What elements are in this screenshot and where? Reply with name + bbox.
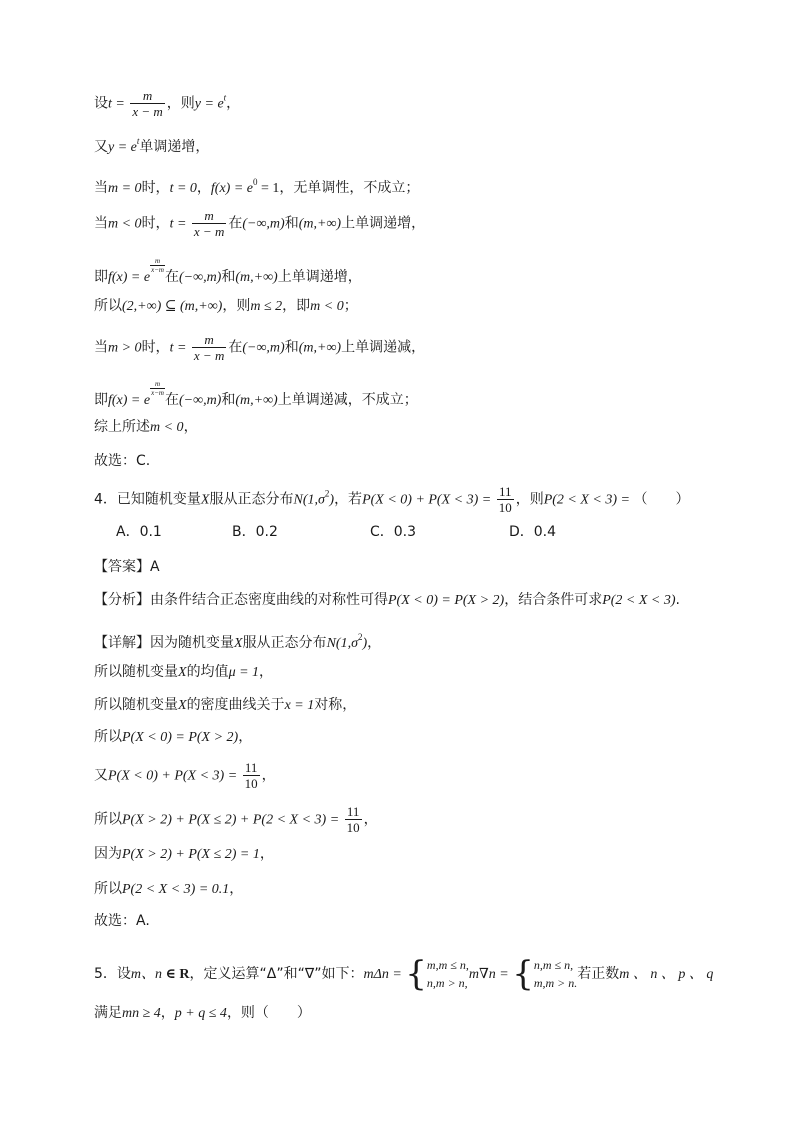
text: 因为 <box>94 846 122 862</box>
fraction <box>497 484 514 515</box>
text: 因为随机变量 <box>150 635 234 651</box>
solution-line-6 <box>94 297 358 316</box>
math-t: t = <box>108 96 129 112</box>
text: ，若 <box>334 491 363 508</box>
text: 又 <box>94 767 108 784</box>
text: ，结合条件可求 <box>504 592 603 608</box>
piecewise-delta <box>405 956 469 992</box>
option-b <box>232 523 278 541</box>
analysis-line <box>94 591 680 610</box>
text: 当 <box>94 180 108 196</box>
detail-step-1 <box>94 663 273 682</box>
text: 时， <box>141 180 170 196</box>
fraction-numerator: m <box>192 208 226 224</box>
text: 对称， <box>314 697 357 713</box>
text: ，定义运算“Δ”和“∇”如下： <box>189 966 364 982</box>
fraction-denominator: 10 <box>498 500 512 515</box>
detail-step-4 <box>94 760 276 791</box>
text: ， <box>226 95 241 112</box>
math: m 、 n 、 p 、 q <box>619 967 714 982</box>
fraction-denominator: x − m <box>132 104 163 119</box>
solution-line-2 <box>94 132 209 157</box>
text: 即 <box>94 269 108 285</box>
math-y: y = e <box>194 96 224 112</box>
fraction-numerator: m <box>192 332 226 348</box>
solution-line-5 <box>94 257 362 287</box>
text: ； <box>343 298 358 314</box>
text: ， <box>238 729 253 745</box>
detail-line <box>94 628 381 653</box>
math: m∇n = <box>468 967 513 982</box>
detail-tag: 【详解】 <box>94 635 150 651</box>
text: ， <box>160 1005 175 1021</box>
conclusion: 故选：C. <box>94 453 151 469</box>
math: m = 0 <box>108 181 142 196</box>
math: t = <box>169 340 190 356</box>
math: X <box>234 636 243 651</box>
interval: (m,+∞) <box>298 340 342 356</box>
math: ∈ R <box>162 967 190 982</box>
solution-line-9 <box>94 418 198 437</box>
fraction-denominator: 10 <box>346 820 360 835</box>
question-5-line-2 <box>94 1004 311 1023</box>
detail-step-6 <box>94 845 274 864</box>
answer-tag: 【答案】 <box>94 559 150 575</box>
math: m > 0 <box>108 340 142 356</box>
text: 所以 <box>94 729 122 745</box>
option-d <box>509 523 556 541</box>
text: ，则（ ） <box>226 1005 311 1021</box>
text: 时， <box>141 215 170 232</box>
interval: (m,+∞) <box>298 216 342 232</box>
math: X <box>200 492 210 508</box>
math: mn ≥ 4 <box>122 1006 161 1021</box>
fraction <box>243 760 260 791</box>
text: 上单调递增， <box>277 269 362 285</box>
math: P(X < 0) = P(X > 2) <box>122 730 239 745</box>
text: ，则 <box>166 95 195 112</box>
detail-step-3 <box>94 728 252 747</box>
superscript: 0 <box>253 177 258 187</box>
math: P(2 < X < 3) = <box>543 492 634 508</box>
solution-line-8 <box>94 380 418 410</box>
math: m < 0 <box>310 299 344 314</box>
text: 4．已知随机变量 <box>94 491 201 508</box>
text: 所以 <box>94 881 122 897</box>
math: m < 0 <box>108 216 142 232</box>
fraction <box>192 332 226 363</box>
text: 的均值 <box>186 664 229 680</box>
fraction <box>345 804 362 835</box>
math: P(2 < X < 3) <box>602 593 676 608</box>
text: ， <box>183 419 198 435</box>
text: ， <box>259 664 274 680</box>
text: 所以 <box>94 811 122 828</box>
option-label: B．0.2 <box>232 524 278 540</box>
text: 服从正态分布 <box>209 491 294 508</box>
option-c <box>370 523 416 541</box>
math: f(x) = e <box>108 270 151 285</box>
text: 时， <box>141 339 170 356</box>
math: X <box>178 665 187 680</box>
math: f(x) = e <box>210 181 253 196</box>
superscript: t <box>136 136 140 146</box>
option-a <box>116 523 162 541</box>
math: X <box>178 698 187 713</box>
text: 上单调递减， <box>341 339 426 356</box>
cases <box>427 956 469 992</box>
text: ， <box>259 846 274 862</box>
text: 在 <box>164 269 179 285</box>
math: m ≤ 2 <box>250 299 283 314</box>
superscript: t <box>223 92 227 103</box>
exponent-fraction <box>150 380 165 397</box>
math: t = <box>169 216 190 232</box>
brace-glyph: { <box>512 954 534 994</box>
detail-step-5 <box>94 804 378 835</box>
text: ，则 <box>515 491 544 508</box>
math: (2,+∞) ⊆ (m,+∞) <box>122 299 223 314</box>
text: ， <box>367 635 382 651</box>
question-4-stem <box>94 484 690 515</box>
interval: (m,+∞) <box>235 393 278 408</box>
math: t = 0 <box>169 181 197 196</box>
text: 和 <box>284 339 299 356</box>
superscript: 2 <box>357 632 363 642</box>
cases <box>534 956 577 992</box>
detail-step-7 <box>94 880 243 899</box>
solution-line-4 <box>94 208 425 239</box>
interval: (m,+∞) <box>235 270 278 285</box>
math: = 1 <box>257 181 280 196</box>
question-5-stem <box>94 956 713 992</box>
text: 由条件结合正态密度曲线的对称性可得 <box>150 592 388 608</box>
exponent-fraction <box>150 257 165 274</box>
case-1: m,m ≤ n, <box>426 958 469 972</box>
fraction-denominator: x − m <box>193 348 225 363</box>
text: 和 <box>221 269 236 285</box>
answer-line <box>94 558 160 576</box>
text: 在 <box>228 215 243 232</box>
text: ， <box>229 881 244 897</box>
math: P(X > 2) + P(X ≤ 2) = 1 <box>122 847 260 862</box>
fraction-numerator: 11 <box>497 484 514 500</box>
text: ，无单调性，不成立； <box>279 180 420 196</box>
math: m < 0 <box>150 420 184 435</box>
exponent-numerator: m <box>150 380 165 389</box>
math: P(X < 0) + P(X < 3) = <box>362 492 495 508</box>
case-2: m,m > n. <box>533 976 578 990</box>
interval: (−∞,m) <box>242 216 285 232</box>
math: ) <box>362 636 368 651</box>
math: mΔn = <box>363 967 406 982</box>
math: N(1,σ <box>293 492 325 508</box>
text: 所以随机变量 <box>94 697 178 713</box>
math: P(X > 2) + P(X ≤ 2) + P(2 < X < 3) = <box>122 812 343 828</box>
interval: (−∞,m) <box>178 393 222 408</box>
math: μ = 1 <box>228 665 260 680</box>
text: 在 <box>164 392 179 408</box>
math: x = 1 <box>284 698 315 713</box>
answer-value: A <box>150 559 160 575</box>
fraction <box>130 88 164 119</box>
text: 和 <box>221 392 236 408</box>
fraction-numerator: 11 <box>243 760 260 776</box>
fraction-numerator: m <box>130 88 164 104</box>
brace-glyph: { <box>405 954 427 994</box>
superscript: 2 <box>324 488 330 499</box>
text: 所以随机变量 <box>94 664 178 680</box>
fraction-denominator: 10 <box>244 776 258 791</box>
math: p + q ≤ 4 <box>174 1006 227 1021</box>
exponent-denominator: x−m <box>151 389 164 397</box>
text: 的密度曲线关于 <box>186 697 285 713</box>
text: 5．设 <box>94 966 131 982</box>
case-2: n,m > n, <box>426 976 468 990</box>
analysis-tag: 【分析】 <box>94 592 150 608</box>
text: （ ） <box>633 491 690 508</box>
text: 设 <box>94 95 108 112</box>
detail-conclusion <box>94 912 150 930</box>
solution-line-7 <box>94 332 425 363</box>
fraction <box>192 208 226 239</box>
case-1: n,m ≤ n, <box>533 958 574 972</box>
option-label: C．0.3 <box>370 524 417 540</box>
exponent-denominator: x−m <box>151 266 164 274</box>
text: 当 <box>94 339 108 356</box>
conclusion: 故选：A. <box>94 913 150 929</box>
math: P(2 < X < 3) = 0.1 <box>122 882 230 897</box>
text: 即 <box>94 392 108 408</box>
exponent-numerator: m <box>150 257 165 266</box>
text: 上单调递增， <box>341 215 426 232</box>
solution-line-10 <box>94 452 150 470</box>
fraction-denominator: x − m <box>193 224 225 239</box>
text: 和 <box>284 215 299 232</box>
text: ， <box>363 811 378 828</box>
piecewise-nabla <box>512 956 577 992</box>
text: . <box>675 592 680 608</box>
text: 上单调递减，不成立； <box>277 392 418 408</box>
math: ) <box>329 492 335 508</box>
text: 单调递增， <box>139 139 210 155</box>
option-label: A．0.1 <box>116 524 162 540</box>
text: 综上所述 <box>94 419 150 435</box>
text: 服从正态分布 <box>242 635 327 651</box>
detail-step-2 <box>94 696 356 715</box>
solution-line-3 <box>94 173 419 198</box>
text: ，则 <box>222 298 251 314</box>
interval: (−∞,m) <box>242 340 285 356</box>
math: m、n <box>130 967 163 982</box>
text: 满足 <box>94 1005 122 1021</box>
text: 又 <box>94 139 108 155</box>
text: 若正数 <box>577 966 620 982</box>
option-label: D．0.4 <box>509 524 557 540</box>
math-y: y = e <box>108 140 137 155</box>
text: 当 <box>94 215 108 232</box>
text: 在 <box>228 339 243 356</box>
math: P(X < 0) = P(X > 2) <box>388 593 505 608</box>
math: N(1,σ <box>326 636 358 651</box>
math: f(x) = e <box>108 393 151 408</box>
math: P(X < 0) + P(X < 3) = <box>108 768 241 784</box>
text: ，即 <box>282 298 311 314</box>
fraction-numerator: 11 <box>345 804 362 820</box>
text: ， <box>196 180 211 196</box>
interval: (−∞,m) <box>178 270 222 285</box>
text: 所以 <box>94 298 122 314</box>
text: ， <box>261 767 276 784</box>
solution-line-1 <box>94 88 240 119</box>
